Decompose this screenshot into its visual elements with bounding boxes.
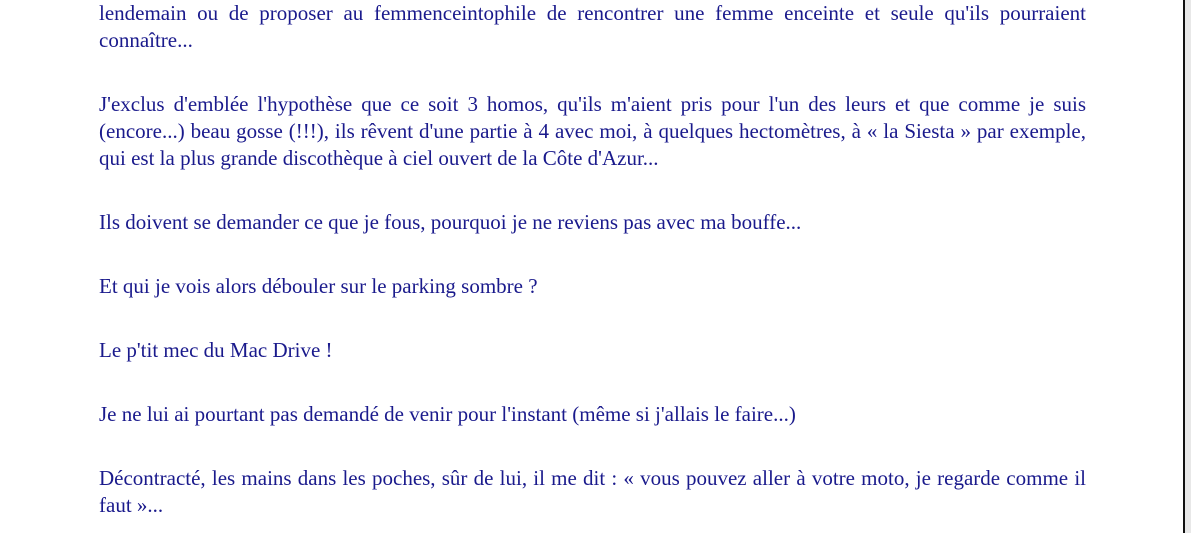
paragraph-2: J'exclus d'emblée l'hypothèse que ce soit 3 homos, qu'ils m'aient pris pour l'un des leurs et que comme je suis (encore...) beau gosse (!!!), ils rêvent d'une partie à 4 avec moi, à quelques hectomètres, à « la Siesta » par exemple, qui est la plus grande discothèque à ciel ouvert de la Côte d'Azur...: [99, 92, 1086, 170]
paragraph-6: Je ne lui ai pourtant pas demandé de venir pour l'instant (même si j'allais le faire...): [99, 402, 796, 426]
paragraph-7: Décontracté, les mains dans les poches, sûr de lui, il me dit : « vous pouvez aller à votre moto, je regarde comme il faut »...: [99, 466, 1086, 517]
paragraph-5: Le p'tit mec du Mac Drive !: [99, 338, 333, 362]
document-body: [99, 0, 1086, 533]
paragraph-3: Ils doivent se demander ce que je fous, pourquoi je ne reviens pas avec ma bouffe...: [99, 210, 802, 234]
scrollbar-gutter[interactable]: [1185, 0, 1191, 533]
paragraph-1: lendemain ou de proposer au femmenceintophile de rencontrer une femme enceinte et seule qu'ils pourraient connaître...: [99, 1, 1086, 52]
paragraph-4: Et qui je vois alors débouler sur le parking sombre ?: [99, 274, 538, 298]
